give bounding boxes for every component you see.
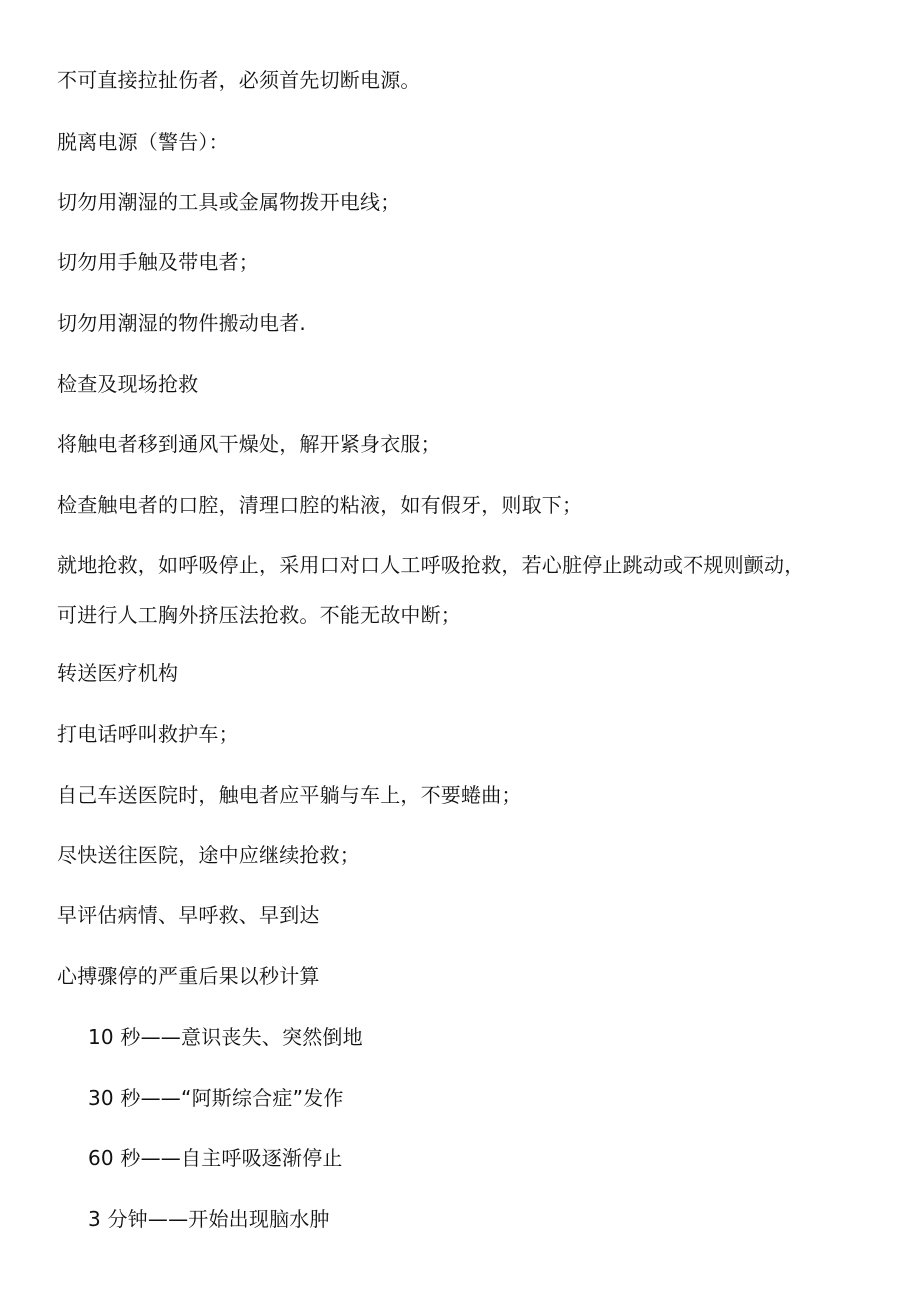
warning-wet-objects: 切勿用潮湿的物件搬动电者.	[57, 311, 306, 335]
timeline-item-60s: 60 秒——自主呼吸逐渐停止	[88, 1146, 343, 1170]
paragraph-early-assess: 早评估病情、早呼救、早到达	[57, 903, 320, 927]
timeline-item-3min: 3 分钟——开始出现脑水肿	[88, 1207, 330, 1231]
paragraph-hurry-hospital: 尽快送往医院，途中应继续抢救；	[57, 843, 360, 867]
paragraph-on-site-rescue-line1: 就地抢救，如呼吸停止，采用口对口人工呼吸抢救，若心脏停止跳动或不规则颤动，	[57, 553, 805, 577]
heading-detach-power: 脱离电源（警告）：	[57, 130, 229, 154]
warning-wet-tools: 切勿用潮湿的工具或金属物拨开电线；	[57, 190, 401, 214]
paragraph-own-vehicle: 自己车送医院时，触电者应平躺与车上，不要蜷曲；	[57, 783, 522, 807]
paragraph-call-ambulance: 打电话呼叫救护车；	[57, 722, 239, 746]
timeline-item-10s: 10 秒——意识丧失、突然倒地	[88, 1025, 363, 1049]
timeline-item-30s: 30 秒——“阿斯综合症”发作	[88, 1086, 344, 1110]
heading-check-rescue: 检查及现场抢救	[57, 372, 199, 396]
paragraph-check-mouth: 检查触电者的口腔，清理口腔的粘液，如有假牙，则取下；	[57, 493, 583, 517]
paragraph-move-ventilated: 将触电者移到通风干燥处，解开紧身衣服；	[57, 432, 441, 456]
heading-transfer-medical: 转送医疗机构	[57, 661, 179, 685]
paragraph-on-site-rescue-line2: 可进行人工胸外挤压法抢救。不能无故中断；	[57, 603, 461, 627]
paragraph-cut-power: 不可直接拉扯伤者，必须首先切断电源。	[57, 68, 421, 92]
warning-touch: 切勿用手触及带电者；	[57, 250, 259, 274]
heading-cardiac-arrest: 心搏骤停的严重后果以秒计算	[57, 964, 320, 988]
